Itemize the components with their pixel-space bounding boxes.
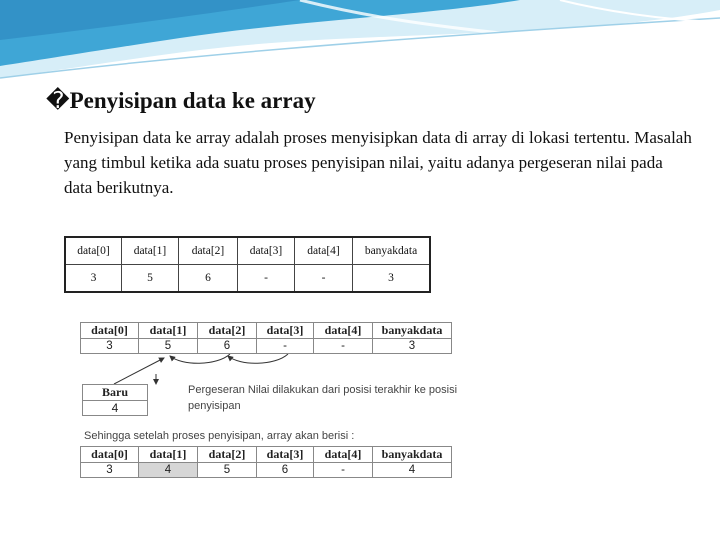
table-header-cell: data[3]: [257, 447, 314, 463]
table-cell: 5: [198, 463, 257, 478]
array-table: [64, 236, 431, 293]
table-row: [83, 401, 148, 416]
table-cell: -: [295, 265, 353, 293]
array-after-table: [80, 446, 452, 478]
table-cell: 5: [122, 265, 179, 293]
header-decoration: [0, 0, 720, 90]
array-before-table: [80, 322, 452, 354]
table-header-cell: banyakdata: [353, 237, 431, 265]
table-header-cell: data[3]: [238, 237, 295, 265]
table-row: [65, 265, 430, 293]
new-value: 4: [83, 401, 148, 416]
table-header-cell: data[1]: [122, 237, 179, 265]
table-cell: 3: [353, 265, 431, 293]
table-header-cell: data[1]: [139, 447, 198, 463]
slide-title: [46, 88, 316, 114]
table-cell: -: [314, 339, 373, 354]
table-header-cell: data[2]: [179, 237, 238, 265]
table-header-cell: banyakdata: [373, 447, 452, 463]
table-cell: 4: [373, 463, 452, 478]
table-header-cell: data[4]: [314, 323, 373, 339]
table-cell: 3: [81, 463, 139, 478]
new-value-label: Baru: [83, 385, 148, 401]
table-cell: 3: [65, 265, 122, 293]
table-header-row: [81, 447, 452, 463]
bullet-icon: �: [46, 88, 70, 113]
table-header-cell: banyakdata: [373, 323, 452, 339]
table-cell: -: [314, 463, 373, 478]
table-cell: 6: [257, 463, 314, 478]
table-cell: 3: [373, 339, 452, 354]
result-caption: Sehingga setelah proses penyisipan, array akan berisi :: [84, 430, 355, 442]
table-cell: 6: [179, 265, 238, 293]
table-header-row: [65, 237, 430, 265]
table-header-cell: data[4]: [314, 447, 373, 463]
table-header-cell: data[0]: [65, 237, 122, 265]
table-cell: 3: [81, 339, 139, 354]
table-header-cell: data[3]: [257, 323, 314, 339]
slide-title-text: Penyisipan data ke array: [69, 88, 316, 113]
insertion-figure: [80, 320, 458, 480]
table-header-row: [83, 385, 148, 401]
table-cell: -: [238, 265, 295, 293]
body-paragraph: Penyisipan data ke array adalah proses menyisipkan data di array di lokasi tertentu. Masalah yang timbul ketika ada suatu proses penyisipan nilai, yaitu adanya pergeseran nilai pada data berikutnya.: [64, 128, 692, 197]
table-header-cell: data[0]: [81, 447, 139, 463]
table-cell: 5: [139, 339, 198, 354]
new-value-box: [82, 384, 148, 416]
inserted-cell: 4: [139, 463, 198, 478]
table-header-cell: data[0]: [81, 323, 139, 339]
table-header-cell: data[2]: [198, 323, 257, 339]
table-cell: 6: [198, 339, 257, 354]
table-header-cell: data[2]: [198, 447, 257, 463]
shift-note: Pergeseran Nilai dilakukan dari posisi terakhir ke posisi penyisipan: [188, 384, 458, 412]
table-header-cell: data[1]: [139, 323, 198, 339]
table-row: [81, 339, 452, 354]
table-row: [81, 463, 452, 478]
table-cell: -: [257, 339, 314, 354]
table-header-cell: data[4]: [295, 237, 353, 265]
table-header-row: [81, 323, 452, 339]
